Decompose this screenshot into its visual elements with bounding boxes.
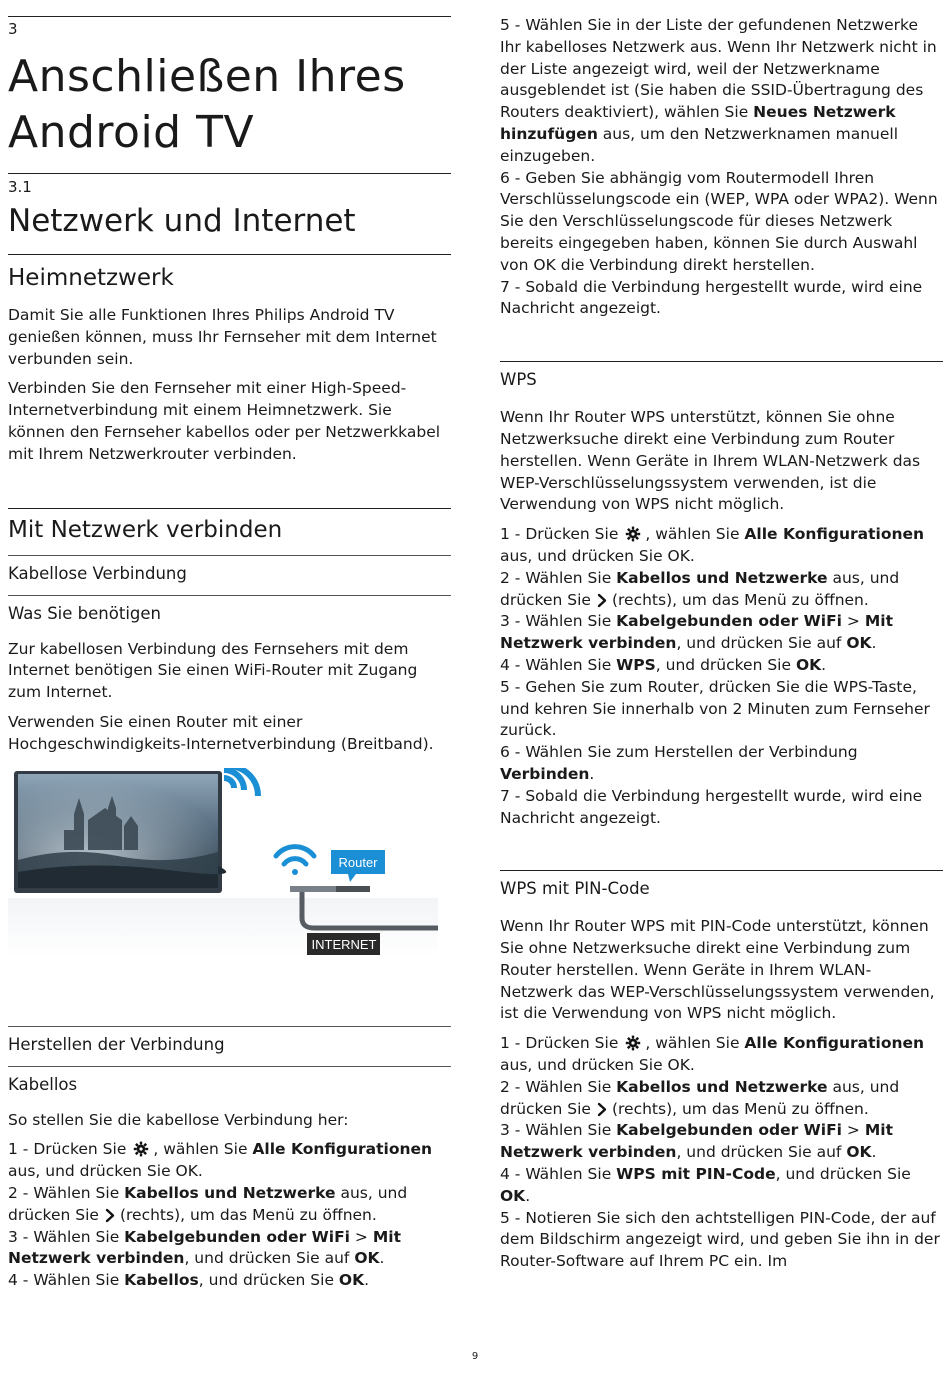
chevron-right-icon — [103, 1208, 117, 1223]
wps-pin-intro: Wenn Ihr Router WPS mit PIN-Code unterstützt, können Sie ohne Netzwerksuche direkt eine Verbindung zum Router herstellen. Wenn Geräte in Ihrem WLAN-Netzwerk das WEP-Verschlüsselungssystem verwenden, ist die Verwendung von WPS nicht möglich. — [500, 917, 935, 1023]
benoetigen-heading: Was Sie benötigen — [8, 603, 161, 623]
wps-pin-step-1: 1 - Drücken Sie , wählen Sie Alle Konfigurationen aus, und drücken Sie OK. — [500, 1034, 925, 1075]
wps-step-2: 2 - Wählen Sie Kabellos und Netzwerke aus, und drücken Sie (rechts), um das Menü zu öffnen. — [500, 568, 900, 609]
kabellos-step-1: 1 - Drücken Sie , wählen Sie Alle Konfigurationen aus, und drücken Sie OK. — [8, 1140, 433, 1181]
kabellos-step-2: 2 - Wählen Sie Kabellos und Netzwerke aus, und drücken Sie (rechts), um das Menü zu öffnen. — [8, 1183, 408, 1224]
tv-icon — [14, 771, 226, 893]
wps-step-4: 4 - Wählen Sie WPS, und drücken Sie OK. — [500, 655, 827, 674]
tv-wifi-waves-icon — [224, 768, 258, 796]
router-label: Router — [338, 854, 378, 870]
page-number: 9 — [471, 1351, 479, 1362]
chevron-right-icon — [595, 1102, 609, 1117]
left-column — [8, 0, 451, 1292]
section-number: 3.1 — [8, 178, 32, 196]
wps-step-5: 5 - Gehen Sie zum Router, drücken Sie die WPS-Taste, und kehren Sie innerhalb von 2 Minuten zum Fernseher zurück. — [500, 677, 930, 740]
heimnetzwerk-paragraph-1: Damit Sie alle Funktionen Ihres Philips Android TV genießen können, muss Ihr Fernseher mit dem Internet verbunden sein. — [8, 306, 437, 368]
kabellos-step-5: 5 - Wählen Sie in der Liste der gefundenen Netzwerke Ihr kabelloses Netzwerk aus. Wenn Ihr Netzwerk nicht in der Liste angezeigt wird, weil der Netzwerkname ausgeblendet ist (Sie haben die SSID-Übertragung des Routers deaktiviert), wählen Sie Neues Netzwerk hinzufügen aus, um den Netzwerknamen manuell einzugeben. — [500, 16, 937, 165]
right-column — [500, 0, 943, 1273]
kabellose-heading: Kabellose Verbindung — [8, 563, 187, 583]
herstellen-intro: So stellen Sie die kabellose Verbindung her: — [8, 1110, 349, 1129]
chevron-right-icon — [595, 593, 609, 608]
wps-pin-heading: WPS mit PIN-Code — [500, 879, 650, 899]
chapter-title — [8, 49, 451, 161]
verbinden-heading: Mit Netzwerk verbinden — [8, 516, 283, 543]
wps-heading: WPS — [500, 370, 537, 390]
verbinden-rule — [8, 508, 451, 509]
section-title: Netzwerk und Internet — [8, 203, 356, 239]
wps-pin-step-2: 2 - Wählen Sie Kabellos und Netzwerke aus, und drücken Sie (rechts), um das Menü zu öffnen. — [500, 1077, 900, 1118]
kabellos-step-3: 3 - Wählen Sie Kabelgebunden oder WiFi > Mit Netzwerk verbinden, und drücken Sie auf OK. — [8, 1227, 401, 1268]
wps-intro: Wenn Ihr Router WPS unterstützt, können Sie ohne Netzwerksuche direkt eine Verbindung zum Router herstellen. Wenn Geräte in Ihrem WLAN-Netzwerk das WEP-Verschlüsselungssystem verwenden, ist die Verwendung von WPS nicht möglich. — [500, 408, 921, 514]
wps-step-3: 3 - Wählen Sie Kabelgebunden oder WiFi > Mit Netzwerk verbinden, und drücken Sie auf OK. — [500, 612, 893, 653]
wps-pin-step-5: 5 - Notieren Sie sich den achtstelligen PIN-Code, der auf dem Bildschirm angezeigt wird, und geben Sie ihn in der Router-Software auf Ihrem PC ein. Im — [500, 1208, 940, 1271]
kabellos-step-6: 6 - Geben Sie abhängig vom Routermodell Ihren Verschlüsselungscode ein (WEP, WPA oder WPA2). Wenn Sie den Verschlüsselungscode für dieses Netzwerk bereits eingegeben haben, können Sie durch Auswahl von OK die Verbindung direkt herstellen. — [500, 168, 938, 274]
section-rule — [8, 173, 451, 174]
wps-step-7: 7 - Sobald die Verbindung hergestellt wurde, wird eine Nachricht angezeigt. — [500, 786, 923, 827]
heimnetzwerk-rule — [8, 254, 451, 255]
network-diagram — [8, 768, 438, 968]
benoetigen-paragraph-1: Zur kabellosen Verbindung des Fernsehers mit dem Internet benötigen Sie einen WiFi-Router mit Zugang zum Internet. — [8, 639, 418, 702]
router-device — [290, 886, 370, 892]
herstellen-heading: Herstellen der Verbindung — [8, 1034, 225, 1054]
wps-step-6: 6 - Wählen Sie zum Herstellen der Verbindung Verbinden. — [500, 743, 858, 783]
internet-label: INTERNET — [311, 936, 377, 952]
settings-gear-icon — [132, 1141, 150, 1157]
wps-rule — [500, 361, 943, 362]
wps-pin-step-4: 4 - Wählen Sie WPS mit PIN-Code, und drücken Sie OK. — [500, 1165, 911, 1205]
network-illustration — [8, 768, 438, 968]
herstellen-rule — [8, 1026, 451, 1027]
kabellos-rule — [8, 1066, 451, 1067]
heimnetzwerk-heading: Heimnetzwerk — [8, 265, 174, 291]
kabellos-step-4: 4 - Wählen Sie Kabellos, und drücken Sie OK. — [8, 1271, 370, 1290]
benoetigen-rule — [8, 595, 451, 596]
settings-gear-icon — [624, 1035, 642, 1051]
wps-pin-rule — [500, 870, 943, 871]
kabellos-step-7: 7 - Sobald die Verbindung hergestellt wurde, wird eine Nachricht angezeigt. — [500, 277, 923, 318]
kabellos-heading: Kabellos — [8, 1074, 78, 1094]
wps-step-1: 1 - Drücken Sie , wählen Sie Alle Konfigurationen aus, und drücken Sie OK. — [500, 525, 925, 565]
kabellose-rule — [8, 555, 451, 556]
settings-gear-icon — [624, 526, 642, 542]
router-wifi-icon — [276, 846, 314, 874]
benoetigen-paragraph-2: Verwenden Sie einen Router mit einer Hochgeschwindigkeits-Internetverbindung (Breitband). — [8, 712, 434, 753]
heimnetzwerk-paragraph-2: Verbinden Sie den Fernseher mit einer High-Speed-Internetverbindung mit einem Heimnetzwerk. Sie können den Fernseher kabellos oder per Netzwerkkabel mit Ihrem Netzwerkrouter verbinden. — [8, 379, 441, 463]
wps-pin-step-3: 3 - Wählen Sie Kabelgebunden oder WiFi > Mit Netzwerk verbinden, und drücken Sie auf OK. — [500, 1121, 893, 1162]
chapter-title-line1: Anschließen Ihres — [8, 51, 406, 102]
chapter-number: 3 — [8, 20, 18, 38]
chapter-title-line2: Android TV — [8, 107, 255, 158]
chapter-rule — [8, 16, 451, 17]
